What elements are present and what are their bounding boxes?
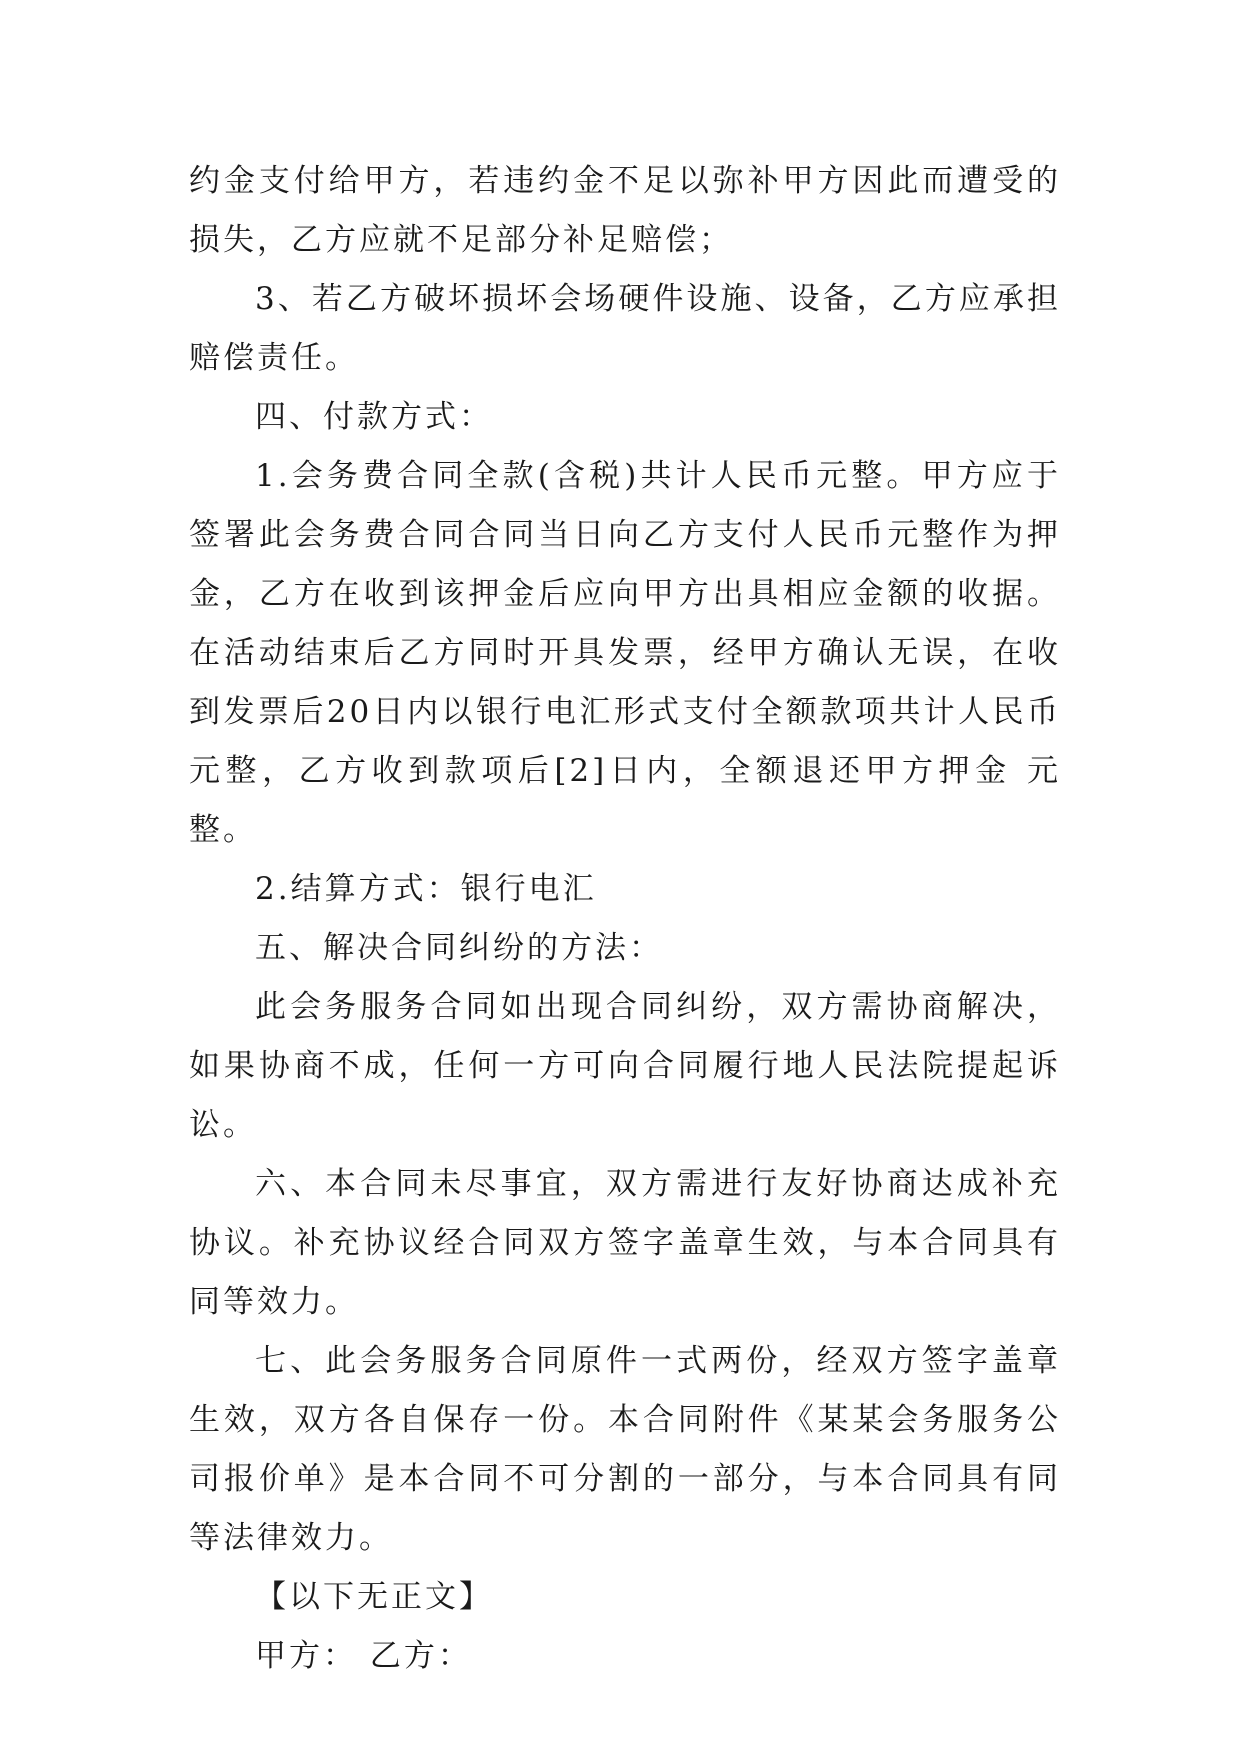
signature-parties: 甲方： 乙方：: [255, 1638, 472, 1674]
paragraph-payment-terms: 1.会务费合同全款(含税)共计人民币元整。甲方应于签署此会务费合同合同当日向乙方支付人民币元整作为押金，乙方在收到该押金后应向甲方出具相应金额的收据。在活动结束后乙方同时开具发票，经甲方确认无误，在收到发票后20日内以银行电汇形式支付全额款项共计人民币元整，乙方收到款项后[2]日内，全额退还甲方押金 元整。: [189, 458, 1061, 848]
paragraph-penalty-continued: 约金支付给甲方，若违约金不足以弥补甲方因此而遭受的损失，乙方应就不足部分补足赔偿；: [189, 163, 1061, 258]
paragraph-dispute-resolution: 此会务服务合同如出现合同纠纷，双方需协商解决，如果协商不成，任何一方可向合同履行地人民法院提起诉讼。: [189, 989, 1061, 1143]
section-heading-dispute: 五、解决合同纠纷的方法：: [255, 930, 663, 966]
paragraph-copies-and-annex: 七、此会务服务合同原件一式两份，经双方签字盖章生效，双方各自保存一份。本合同附件《某某会务服务公司报价单》是本合同不可分割的一部分，与本合同具有同等法律效力。: [189, 1343, 1061, 1556]
paragraph-settlement-method: 2.结算方式：银行电汇: [255, 871, 597, 907]
section-heading-payment: 四、付款方式：: [255, 399, 493, 435]
paragraph-supplementary-agreement: 六、本合同未尽事宜，双方需进行友好协商达成补充协议。补充协议经合同双方签字盖章生效，与本合同具有同等效力。: [189, 1166, 1061, 1320]
end-of-text-marker: 【以下无正文】: [255, 1579, 493, 1615]
document-body: [189, 152, 1061, 1686]
paragraph-damage-liability: 3、若乙方破坏损坏会场硬件设施、设备，乙方应承担赔偿责任。: [189, 281, 1061, 376]
